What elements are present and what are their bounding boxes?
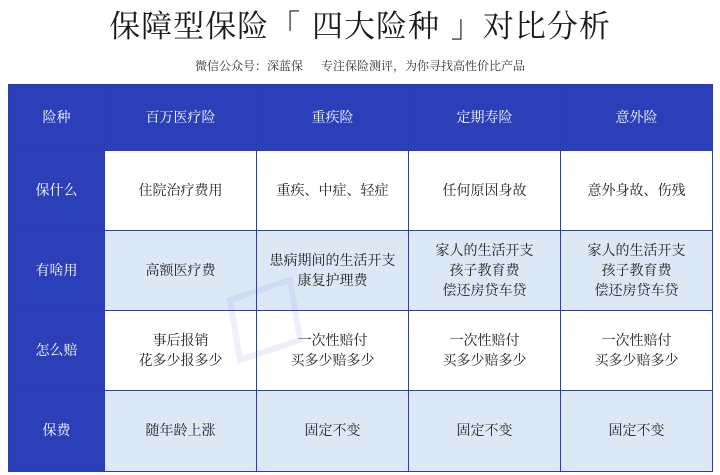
- cell-text-line: 患病期间的生活开支: [269, 252, 396, 269]
- table-row: [9, 231, 713, 311]
- table-cell: [257, 311, 409, 391]
- row-label-claim: 怎么赔: [9, 311, 105, 391]
- row-label-purpose: 有啥用: [9, 231, 105, 311]
- cell-text-line: 高额医疗费: [145, 262, 216, 279]
- cell-text-line: 买多少赔多少: [442, 352, 527, 369]
- cell-text-line: 随年龄上涨: [145, 423, 216, 439]
- subtitle-slogan: 专注保险测评，为你寻找高性价比产品: [321, 59, 526, 73]
- header-cell-term-life: 定期寿险: [409, 85, 561, 151]
- cell-text-line: 孩子教育费: [449, 262, 520, 279]
- cell-text-line: 买多少赔多少: [594, 352, 679, 369]
- cell-text-line: 重疾、中症、轻症: [276, 182, 389, 199]
- cell-text-line: 家人的生活开支: [587, 242, 686, 259]
- page-subtitle: [0, 58, 720, 74]
- cell-text-line: 花多少报多少: [138, 352, 223, 369]
- header-cell-medical: 百万医疗险: [105, 85, 257, 151]
- table-cell: [257, 231, 409, 311]
- table-cell: [561, 391, 713, 472]
- cell-text-line: 偿还房贷车贷: [594, 282, 679, 299]
- table-row: [9, 311, 713, 391]
- cell-text-line: 一次性赔付: [449, 332, 520, 349]
- subtitle-account: 微信公众号：深蓝保: [194, 59, 303, 73]
- cell-text-line: 康复护理费: [297, 272, 368, 289]
- comparison-table-container: [8, 84, 712, 471]
- row-label-premium: 保费: [9, 391, 105, 472]
- cell-text-line: 任何原因身故: [442, 182, 527, 199]
- cell-text-line: 意外身故、伤残: [587, 182, 686, 199]
- cell-text-line: 家人的生活开支: [435, 242, 534, 259]
- header-cell-critical-illness: 重疾险: [257, 85, 409, 151]
- table-cell: [257, 151, 409, 231]
- table-cell: [105, 151, 257, 231]
- cell-text-line: 事后报销: [152, 332, 209, 349]
- cell-text-line: 一次性赔付: [601, 332, 672, 349]
- table-header-row: [9, 85, 713, 151]
- table-cell: [105, 391, 257, 472]
- table-cell: [105, 231, 257, 311]
- table-cell: [409, 231, 561, 311]
- table-row: [9, 391, 713, 472]
- table-cell: [105, 311, 257, 391]
- cell-text-line: 偿还房贷车贷: [442, 282, 527, 299]
- header-cell-accident: 意外险: [561, 85, 713, 151]
- table-cell: [561, 311, 713, 391]
- table-cell: [409, 391, 561, 472]
- cell-text-line: 固定不变: [304, 423, 361, 439]
- table-cell: [561, 151, 713, 231]
- cell-text-line: 住院治疗费用: [138, 182, 223, 199]
- cell-text-line: 孩子教育费: [601, 262, 672, 279]
- table-cell: [409, 311, 561, 391]
- cell-text-line: 买多少赔多少: [290, 352, 375, 369]
- cell-text-line: 一次性赔付: [297, 332, 368, 349]
- comparison-table: [8, 84, 713, 472]
- table-cell: [561, 231, 713, 311]
- table-cell: [257, 391, 409, 472]
- table-cell: [409, 151, 561, 231]
- table-row: [9, 151, 713, 231]
- cell-text-line: 固定不变: [456, 423, 513, 439]
- header-cell-type: 险种: [9, 85, 105, 151]
- page-title: 保障型保险「 四大险种 」对比分析: [109, 9, 611, 45]
- row-label-coverage: 保什么: [9, 151, 105, 231]
- cell-text-line: 固定不变: [608, 423, 665, 439]
